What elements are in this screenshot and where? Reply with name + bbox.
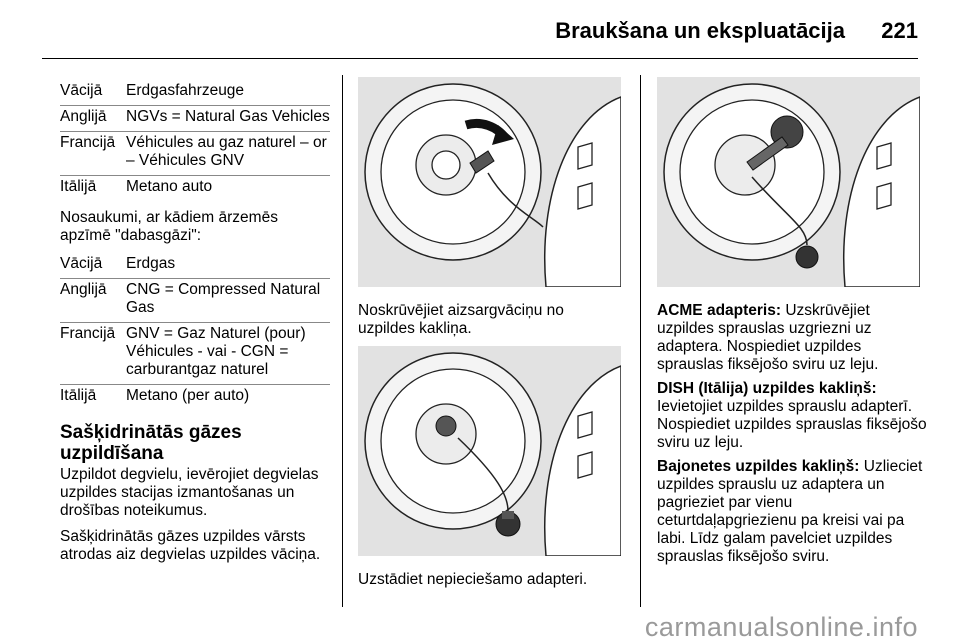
dish-label: DISH (Itālija) uzpildes kakliņš:	[657, 380, 877, 397]
country-cell: Anglijā	[60, 281, 107, 298]
column-3-text	[657, 302, 927, 572]
section-heading: Sašķidrinātās gāzes uzpildīšana	[60, 422, 242, 464]
country-cell: Francijā	[60, 325, 116, 342]
value-cell: GNV = Gaz Naturel (pour) Véhicules - vai - CGN = carburantgaz naturel	[126, 325, 306, 378]
figure-adapter-variants	[657, 77, 920, 287]
header-title: Braukšana un ekspluatācija	[555, 18, 845, 43]
country-names-table-2	[60, 253, 330, 410]
country-cell: Vācijā	[60, 82, 103, 99]
bayonet-label: Bajonetes uzpildes kakliņš:	[657, 458, 860, 475]
country-cell: Itālijā	[60, 387, 97, 404]
adapter-illustration	[358, 346, 621, 556]
figure-fit-adapter	[358, 346, 621, 556]
page-number: 221	[881, 18, 918, 43]
table-row	[60, 385, 330, 410]
caption-figure-1: Noskrūvējiet aizsargvāciņu no uzpildes kakliņa.	[358, 302, 564, 337]
column-1	[60, 80, 330, 572]
dish-paragraph	[657, 380, 927, 452]
caption-figure-2: Uzstādiet nepieciešamo adapteri.	[358, 571, 588, 588]
dish-text: Ievietojiet uzpildes sprauslu adapterī. Nospiediet uzpildes sprauslas fiksējošo sviru uz leju.	[657, 398, 927, 451]
fuel-door-illustration	[358, 77, 621, 287]
intro-paragraph: Nosaukumi, ar kādiem ārzemēs apzīmē "dabasgāzi":	[60, 209, 278, 244]
figure-remove-cap	[358, 77, 621, 287]
table-row	[60, 176, 330, 201]
header-rule	[42, 58, 918, 59]
table-row	[60, 323, 330, 385]
table-row	[60, 80, 330, 106]
acme-text: Uzskrūvējiet uzpildes sprauslas uzgriezni uz adaptera. Nospiediet uzpildes sprauslas fiksējošo sviru uz leju.	[657, 302, 879, 373]
page-header	[0, 0, 960, 60]
section-paragraph-1: Uzpildot degvielu, ievērojiet degvielas uzpildes stacijas izmantošanas un drošības noteikumus.	[60, 466, 319, 519]
bayonet-paragraph	[657, 458, 927, 566]
value-cell: Véhicules au gaz naturel – or – Véhicules GNV	[126, 134, 327, 169]
country-names-table-1	[60, 80, 330, 201]
section-paragraph-2: Sašķidrinātās gāzes uzpildes vārsts atrodas aiz degvielas uzpildes vāciņa.	[60, 528, 321, 563]
value-cell: Erdgas	[126, 255, 176, 272]
acme-label: ACME adapteris:	[657, 302, 782, 319]
country-cell: Vācijā	[60, 255, 103, 272]
table-row	[60, 106, 330, 132]
column-divider-2	[640, 75, 641, 607]
value-cell: Metano (per auto)	[126, 387, 250, 404]
value-cell: Erdgasfahrzeuge	[126, 82, 245, 99]
value-cell: CNG = Compressed Natural Gas	[126, 281, 321, 316]
column-divider-1	[342, 75, 343, 607]
adapter-screwed-illustration	[657, 77, 920, 287]
table-row	[60, 132, 330, 176]
bayonet-text: Uzlieciet uzpildes sprauslu uz adaptera un pagrieziet par vienu ceturtdaļapgriezienu pa kreisi vai pa labi. Līdz galam pavelciet uzpildes sprauslas fiksējošo sviru.	[657, 458, 923, 565]
table-row	[60, 279, 330, 323]
country-cell: Anglijā	[60, 108, 107, 125]
country-cell: Itālijā	[60, 178, 97, 195]
acme-paragraph	[657, 302, 927, 374]
value-cell: NGVs = Natural Gas Vehicles	[126, 108, 330, 125]
value-cell: Metano auto	[126, 178, 213, 195]
country-cell: Francijā	[60, 134, 116, 151]
table-row	[60, 253, 330, 279]
watermark: carmanualsonline.info	[644, 612, 918, 642]
